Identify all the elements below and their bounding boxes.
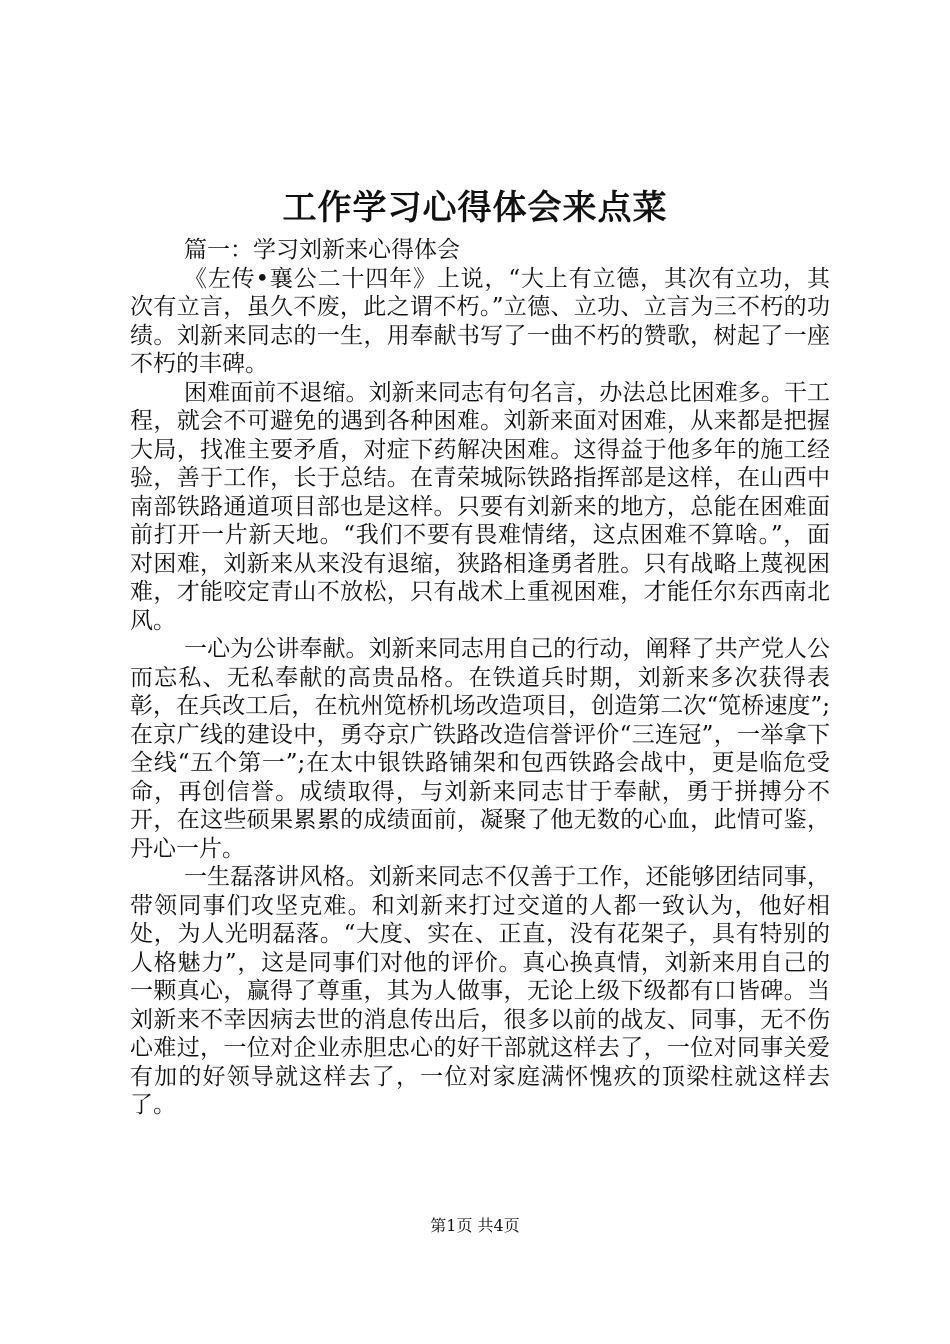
section-heading: 篇一：学习刘新来心得体会 (184, 237, 460, 263)
document-title: 工作学习心得体会来点菜 (282, 188, 668, 228)
page-footer: 第1页 共4页 (430, 1216, 520, 1235)
paragraph-difficulties: 困难面前不退缩。刘新来同志有句名言，办法总比困难多。干工程，就会不可避免的遇到各种困难。刘新来面对困难，从来都是把握大局，找准主要矛盾，对症下药解决困难。这得益于他多年的施工经验，善于工作，长于总结。在青荣城际铁路指挥部是这样，在山西中南部铁路通道项目部也是这样。只要有刘新来的地方，总能在困难面前打开一片新天地。“我们不要有畏难情绪，这点困难不算啥。”，面对困难，刘新来从来没有退缩，狭路相逢勇者胜。只有战略上蔑视困难，才能咬定青山不放松，只有战术上重视困难，才能任尔东西南北风。 (130, 379, 830, 634)
paragraph-dedication: 一心为公讲奉献。刘新来同志用自己的行动，阐释了共产党人公而忘私、无私奉献的高贵品格。在铁道兵时期，刘新来多次获得表彰，在兵改工后，在杭州笕桥机场改造项目，创造第二次“笕桥速度”;在京广线的建设中，勇夺京广铁路改造信誉评价“三连冠”，一举拿下全线“五个第一”;在太中银铁路铺架和包西铁路会战中，更是临危受命，再创信誉。成绩取得，与刘新来同志甘于奉献，勇于拼搏分不开，在这些硕果累累的成绩面前，凝聚了他无数的心血，此情可鉴，丹心一片。 (130, 636, 830, 862)
paragraph-intro: 《左传•襄公二十四年》上说，“大上有立德，其次有立功，其次有立言，虽久不废，此之谓不朽。”立德、立功、立言为三不朽的功绩。刘新来同志的一生，用奉献书写了一曲不朽的赞歌，树起了一座不朽的丰碑。 (130, 265, 830, 377)
paragraph-character: 一生磊落讲风格。刘新来同志不仅善于工作，还能够团结同事，带领同事们攻坚克难。和刘新来打过交道的人都一致认为，他好相处，为人光明磊落。“大度、实在、正直，没有花架子，具有特别的人格魅力”，这是同事们对他的评价。真心换真情，刘新来用自己的一颗真心，赢得了尊重，其为人做事，无论上级下级都有口皆碑。当刘新来不幸因病去世的消息传出后，很多以前的战友、同事，无不伤心难过，一位对企业赤胆忠心的好干部就这样去了，一位对同事关爱有加的好领导就这样去了，一位对家庭满怀愧疚的顶梁柱就这样去了。 (130, 864, 830, 1118)
document-body (130, 236, 830, 1120)
